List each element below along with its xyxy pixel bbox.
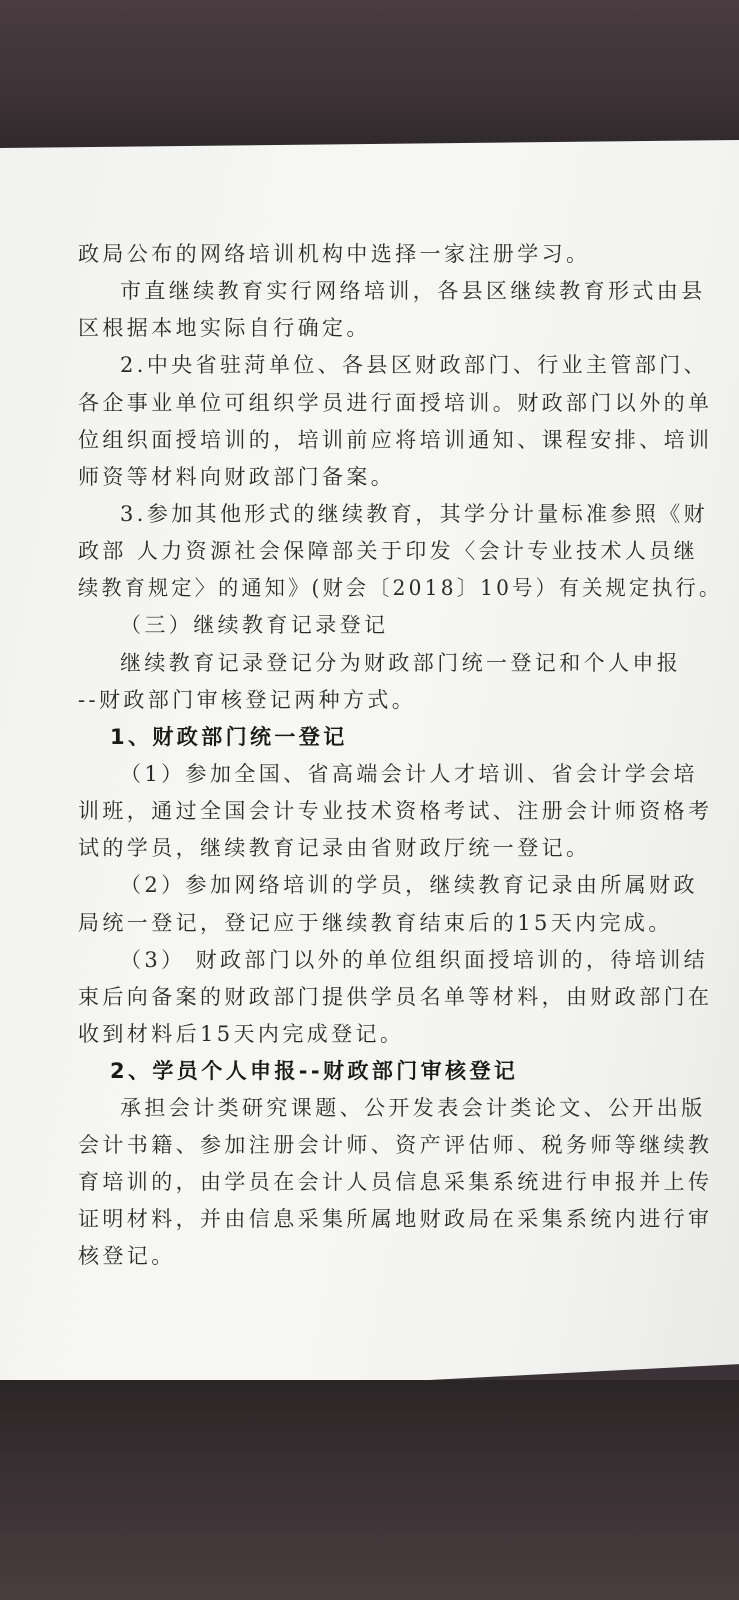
text-line: 育培训的，由学员在会计人员信息采集系统进行申报并上传 xyxy=(78,1170,713,1194)
background-top xyxy=(0,0,739,150)
text-line: （2）参加网络培训的学员，继续教育记录由所属财政 xyxy=(120,873,698,897)
text-line: 试的学员，继续教育记录由省财政厅统一登记。 xyxy=(78,836,591,860)
text-line: （1）参加全国、省高端会计人才培训、省会计学会培 xyxy=(120,762,698,786)
text-line: 局统一登记，登记应于继续教育结束后的15天内完成。 xyxy=(78,911,673,935)
text-line: 收到材料后15天内完成登记。 xyxy=(78,1022,405,1046)
text-line: 会计书籍、参加注册会计师、资产评估师、税务师等继续教 xyxy=(78,1133,713,1157)
subsection-heading: 1、财政部门统一登记 xyxy=(110,725,348,749)
text-line: 续教育规定〉的通知》(财会〔2018〕10号）有关规定执行。 xyxy=(78,576,723,600)
text-line: 承担会计类研究课题、公开发表会计类论文、公开出版 xyxy=(120,1096,706,1120)
text-line: 3.参加其他形式的继续教育，其学分计量标准参照《财 xyxy=(120,502,709,526)
text-line: 继续教育记录登记分为财政部门统一登记和个人申报 xyxy=(120,651,682,675)
text-line: 区根据本地实际自行确定。 xyxy=(78,316,371,340)
text-line: （3） 财政部门以外的单位组织面授培训的，待培训结 xyxy=(120,948,709,972)
text-line: 2.中央省驻菏单位、各县区财政部门、行业主管部门、 xyxy=(120,353,709,377)
text-line: 训班，通过全国会计专业技术资格考试、注册会计师资格考 xyxy=(78,799,713,823)
text-line: 核登记。 xyxy=(78,1244,176,1268)
text-line: 束后向备案的财政部门提供学员名单等材料，由财政部门在 xyxy=(78,985,713,1009)
section-heading: （三）继续教育记录登记 xyxy=(120,613,389,637)
text-line: 市直继续教育实行网络培训，各县区继续教育形式由县 xyxy=(120,279,706,303)
text-line: 证明材料，并由信息采集所属地财政局在采集系统内进行审 xyxy=(78,1207,713,1231)
text-line: 各企事业单位可组织学员进行面授培训。财政部门以外的单 xyxy=(78,391,713,415)
text-line: 位组织面授培训的，培训前应将培训通知、课程安排、培训 xyxy=(78,428,713,452)
text-line: --财政部门审核登记两种方式。 xyxy=(78,688,417,712)
text-line: 政部 人力资源社会保障部关于印发〈会计专业技术人员继 xyxy=(78,539,699,563)
subsection-heading: 2、学员个人申报--财政部门审核登记 xyxy=(110,1059,519,1083)
text-line: 政局公布的网络培训机构中选择一家注册学习。 xyxy=(78,242,591,266)
background-bottom xyxy=(0,1380,739,1600)
text-line: 师资等材料向财政部门备案。 xyxy=(78,465,396,489)
